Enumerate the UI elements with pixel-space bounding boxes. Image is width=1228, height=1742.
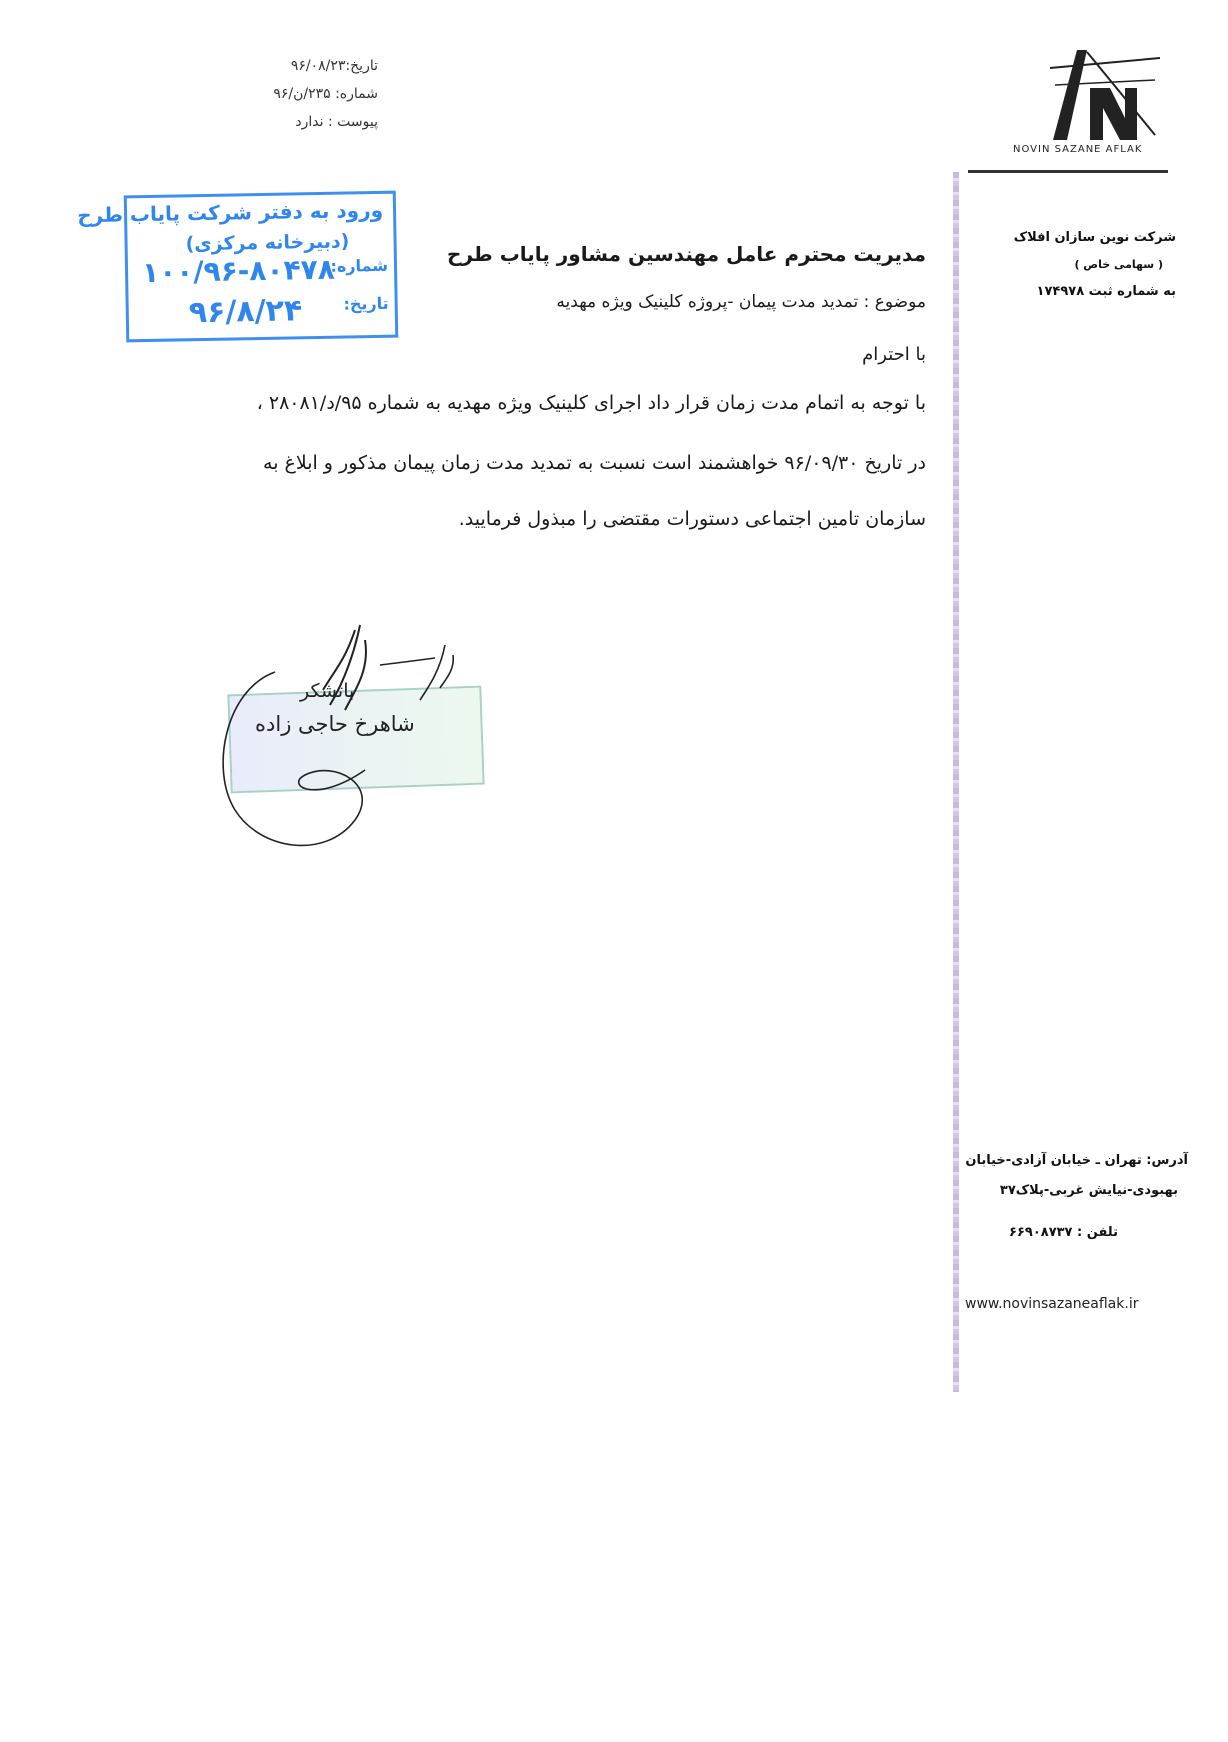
- header-divider: [968, 170, 1168, 173]
- company-address-line2: بهبودی-نیایش غربی-پلاک۳۷: [999, 1183, 1178, 1198]
- receipt-stamp: [77, 191, 399, 343]
- letter-subject: موضوع : تمدید مدت پیمان -پروژه کلینیک ویژه مهدیه: [556, 292, 926, 312]
- letter-greeting: با احترام: [862, 344, 926, 365]
- company-type: ( سهامی خاص ): [1074, 258, 1163, 271]
- letter-date: تاریخ:۹۶/۰۸/۲۳: [290, 58, 378, 74]
- stamp-subtitle: (دبیرخانه مرکزی): [185, 230, 350, 256]
- company-name: شرکت نوین سازان افلاک: [1013, 230, 1176, 245]
- logo-caption: NOVIN SAZANE AFLAK: [1013, 144, 1143, 155]
- side-divider: [953, 172, 959, 1392]
- letter-paragraph-line1: با توجه به اتمام مدت زمان قرار داد اجرای کلینیک ویژه مهدیه به شماره ۹۵/د/۲۸۰۸۱ ،: [256, 392, 926, 414]
- stamp-number-value: ۱۰۰/۹۶-۸۰۴۷۸: [141, 252, 336, 290]
- signature-name: شاهرخ حاجی زاده: [255, 712, 415, 736]
- company-registration: به شماره ثبت ۱۷۴۹۷۸: [1036, 284, 1176, 299]
- letter-recipient: مدیریت محترم عامل مهندسین مشاور پایاب طرح: [447, 242, 926, 266]
- handwritten-signature-icon: [205, 610, 495, 880]
- stamp-number-label: شماره:: [330, 255, 389, 276]
- letter-attachment: پیوست : ندارد: [295, 114, 378, 130]
- stamp-date-value: ۹۶/۸/۲۴: [188, 293, 303, 331]
- letter-number: شماره: ۲۳۵/ن/۹۶: [273, 86, 378, 102]
- letter-paragraph-line3: سازمان تامین اجتماعی دستورات مقتضی را مبذول فرمایید.: [458, 508, 926, 530]
- company-address-line1: آدرس: تهران ـ خیابان آزادی-خیابان: [965, 1153, 1188, 1168]
- stamp-date-label: تاریخ:: [343, 293, 389, 314]
- company-phone: تلفن : ۶۶۹۰۸۷۳۷: [1009, 1225, 1118, 1240]
- letter-paragraph-line2: در تاریخ ۹۶/۰۹/۳۰ خواهشمند است نسبت به تمدید مدت زمان پیمان مذکور و ابلاغ به: [263, 452, 926, 474]
- stamp-title: ورود به دفتر شرکت پایاب طرح: [77, 197, 384, 228]
- company-logo-icon: [995, 40, 1170, 170]
- company-website[interactable]: www.novinsazaneaflak.ir: [965, 1296, 1139, 1312]
- signature-closing: باتشکر: [300, 680, 355, 702]
